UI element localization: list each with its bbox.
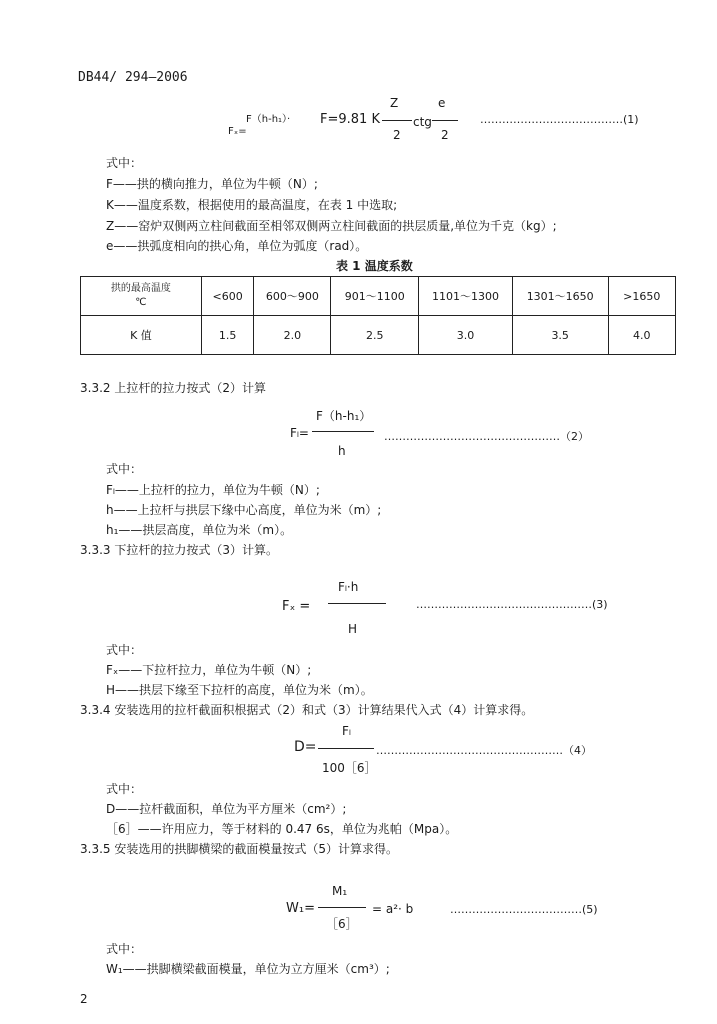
defs2-title: 式中： xyxy=(106,462,143,476)
formula4-numerator: Fₗ xyxy=(342,724,351,738)
table-header-label-cell xyxy=(81,277,202,316)
formula1-ctg: ctg xyxy=(413,115,432,129)
formula1-leader-dots: …………………………………(1) xyxy=(480,113,639,126)
formula4-lhs: D= xyxy=(294,739,317,755)
table-cell: 3.0 xyxy=(419,316,513,355)
formula5-lhs: W₁= xyxy=(286,901,315,916)
defs4-line: D——拉杆截面积，单位为平方厘米（cm²）; xyxy=(106,802,347,816)
defs3-line: H——拱层下缘至下拉杆的高度，单位为米（m）。 xyxy=(106,683,373,697)
formula3-leader-dots: …………………………………………(3) xyxy=(416,598,608,611)
formula1-left-lhs: Fₓ= xyxy=(228,126,247,137)
document-code: DB44/ 294—2006 xyxy=(78,70,188,85)
table-header-cell: 600～900 xyxy=(254,277,331,316)
formula3-numerator: Fₗ·h xyxy=(338,580,359,594)
formula2-leader-dots: …………………………………………（2） xyxy=(384,430,589,443)
defs1-line: K——温度系数，根据使用的最高温度，在表 1 中选取; xyxy=(106,198,398,212)
table-cell: 1.5 xyxy=(201,316,254,355)
formula1-main: F=9.81 K xyxy=(320,112,380,127)
formula1-z-fraction-line xyxy=(382,120,412,121)
table-header-label: 拱的最高温度 xyxy=(110,283,171,294)
formula1-e-denominator: 2 xyxy=(441,128,449,142)
section-3-3-5-heading: 3.3.5 安装选用的拱脚横梁的截面模量按式（5）计算求得。 xyxy=(80,842,398,856)
temperature-coefficient-table xyxy=(80,276,676,355)
defs3-title: 式中： xyxy=(106,643,143,657)
formula5-leader-dots: ………………………………(5) xyxy=(450,903,598,916)
defs2-line: h——上拉杆与拱层下缘中心高度，单位为米（m）; xyxy=(106,503,382,517)
formula4-denominator: 100［6］ xyxy=(322,761,377,775)
formula1-e-fraction-line xyxy=(432,120,458,121)
formula3-lhs: Fₓ = xyxy=(282,599,311,614)
table-cell: 3.5 xyxy=(512,316,608,355)
formula1-z-numerator: Z xyxy=(390,96,399,110)
formula1-e-numerator: e xyxy=(438,96,446,110)
formula4-leader-dots: ……………………………………………（4） xyxy=(376,744,592,757)
table-header-unit: ℃ xyxy=(135,297,147,308)
defs4-line: ［6］——许用应力，等于材料的 0.47 6s，单位为兆帕（Mpa）。 xyxy=(106,822,458,836)
table-row-label: K 值 xyxy=(81,316,202,355)
defs1-title: 式中： xyxy=(106,156,143,170)
section-3-3-4-heading: 3.3.4 安装选用的拉杆截面积根据式（2）和式（3）计算结果代入式（4）计算求得。 xyxy=(80,703,534,717)
table-header-cell: >1650 xyxy=(608,277,675,316)
formula4-fraction-line xyxy=(318,748,374,749)
table1-caption: 表 1 温度系数 xyxy=(336,259,413,273)
section-3-3-2-heading: 3.3.2 上拉杆的拉力按式（2）计算 xyxy=(80,381,266,395)
defs2-line: h₁——拱层高度，单位为米（m）。 xyxy=(106,523,293,537)
formula2-denominator: h xyxy=(338,444,346,458)
formula2-numerator: F（h-h₁） xyxy=(316,409,372,423)
formula5-rhs: = a²· b xyxy=(372,902,414,916)
table-header-row xyxy=(81,277,676,316)
formula5-denominator: ［6］ xyxy=(326,917,358,931)
formula2-fraction-line xyxy=(312,431,374,432)
table-cell: 4.0 xyxy=(608,316,675,355)
defs3-line: Fₓ——下拉杆拉力，单位为牛顿（N）; xyxy=(106,663,312,677)
formula1-z-denominator: 2 xyxy=(393,128,401,142)
table-header-cell: 1301～1650 xyxy=(512,277,608,316)
table-cell: 2.0 xyxy=(254,316,331,355)
formula1-left-numerator: F（h-h₁）· xyxy=(246,114,291,125)
defs5-title: 式中： xyxy=(106,942,143,956)
defs4-title: 式中： xyxy=(106,782,143,796)
defs2-line: Fₗ——上拉杆的拉力，单位为牛顿（N）; xyxy=(106,483,320,497)
formula3-denominator: H xyxy=(348,622,358,636)
defs1-line: F——拱的横向推力，单位为牛顿（N）; xyxy=(106,177,318,191)
defs5-line: W₁——拱脚横梁截面模量，单位为立方厘米（cm³）; xyxy=(106,962,390,976)
defs1-line: Z——窑炉双侧两立柱间截面至相邻双侧两立柱间截面的拱层质量,单位为千克（kg）; xyxy=(106,219,557,233)
defs1-line: e——拱弧度相向的拱心角，单位为弧度（rad）。 xyxy=(106,239,368,253)
table-cell: 2.5 xyxy=(331,316,419,355)
formula5-numerator: M₁ xyxy=(332,884,348,898)
table-row xyxy=(81,316,676,355)
table-header-cell: <600 xyxy=(201,277,254,316)
table-header-cell: 1101～1300 xyxy=(419,277,513,316)
section-3-3-3-heading: 3.3.3 下拉杆的拉力按式（3）计算。 xyxy=(80,543,278,557)
table-header-cell: 901～1100 xyxy=(331,277,419,316)
formula2-lhs: Fₗ= xyxy=(290,426,309,440)
formula3-fraction-line xyxy=(328,603,386,604)
page-number: 2 xyxy=(80,992,88,1006)
formula5-fraction-line xyxy=(318,907,366,908)
